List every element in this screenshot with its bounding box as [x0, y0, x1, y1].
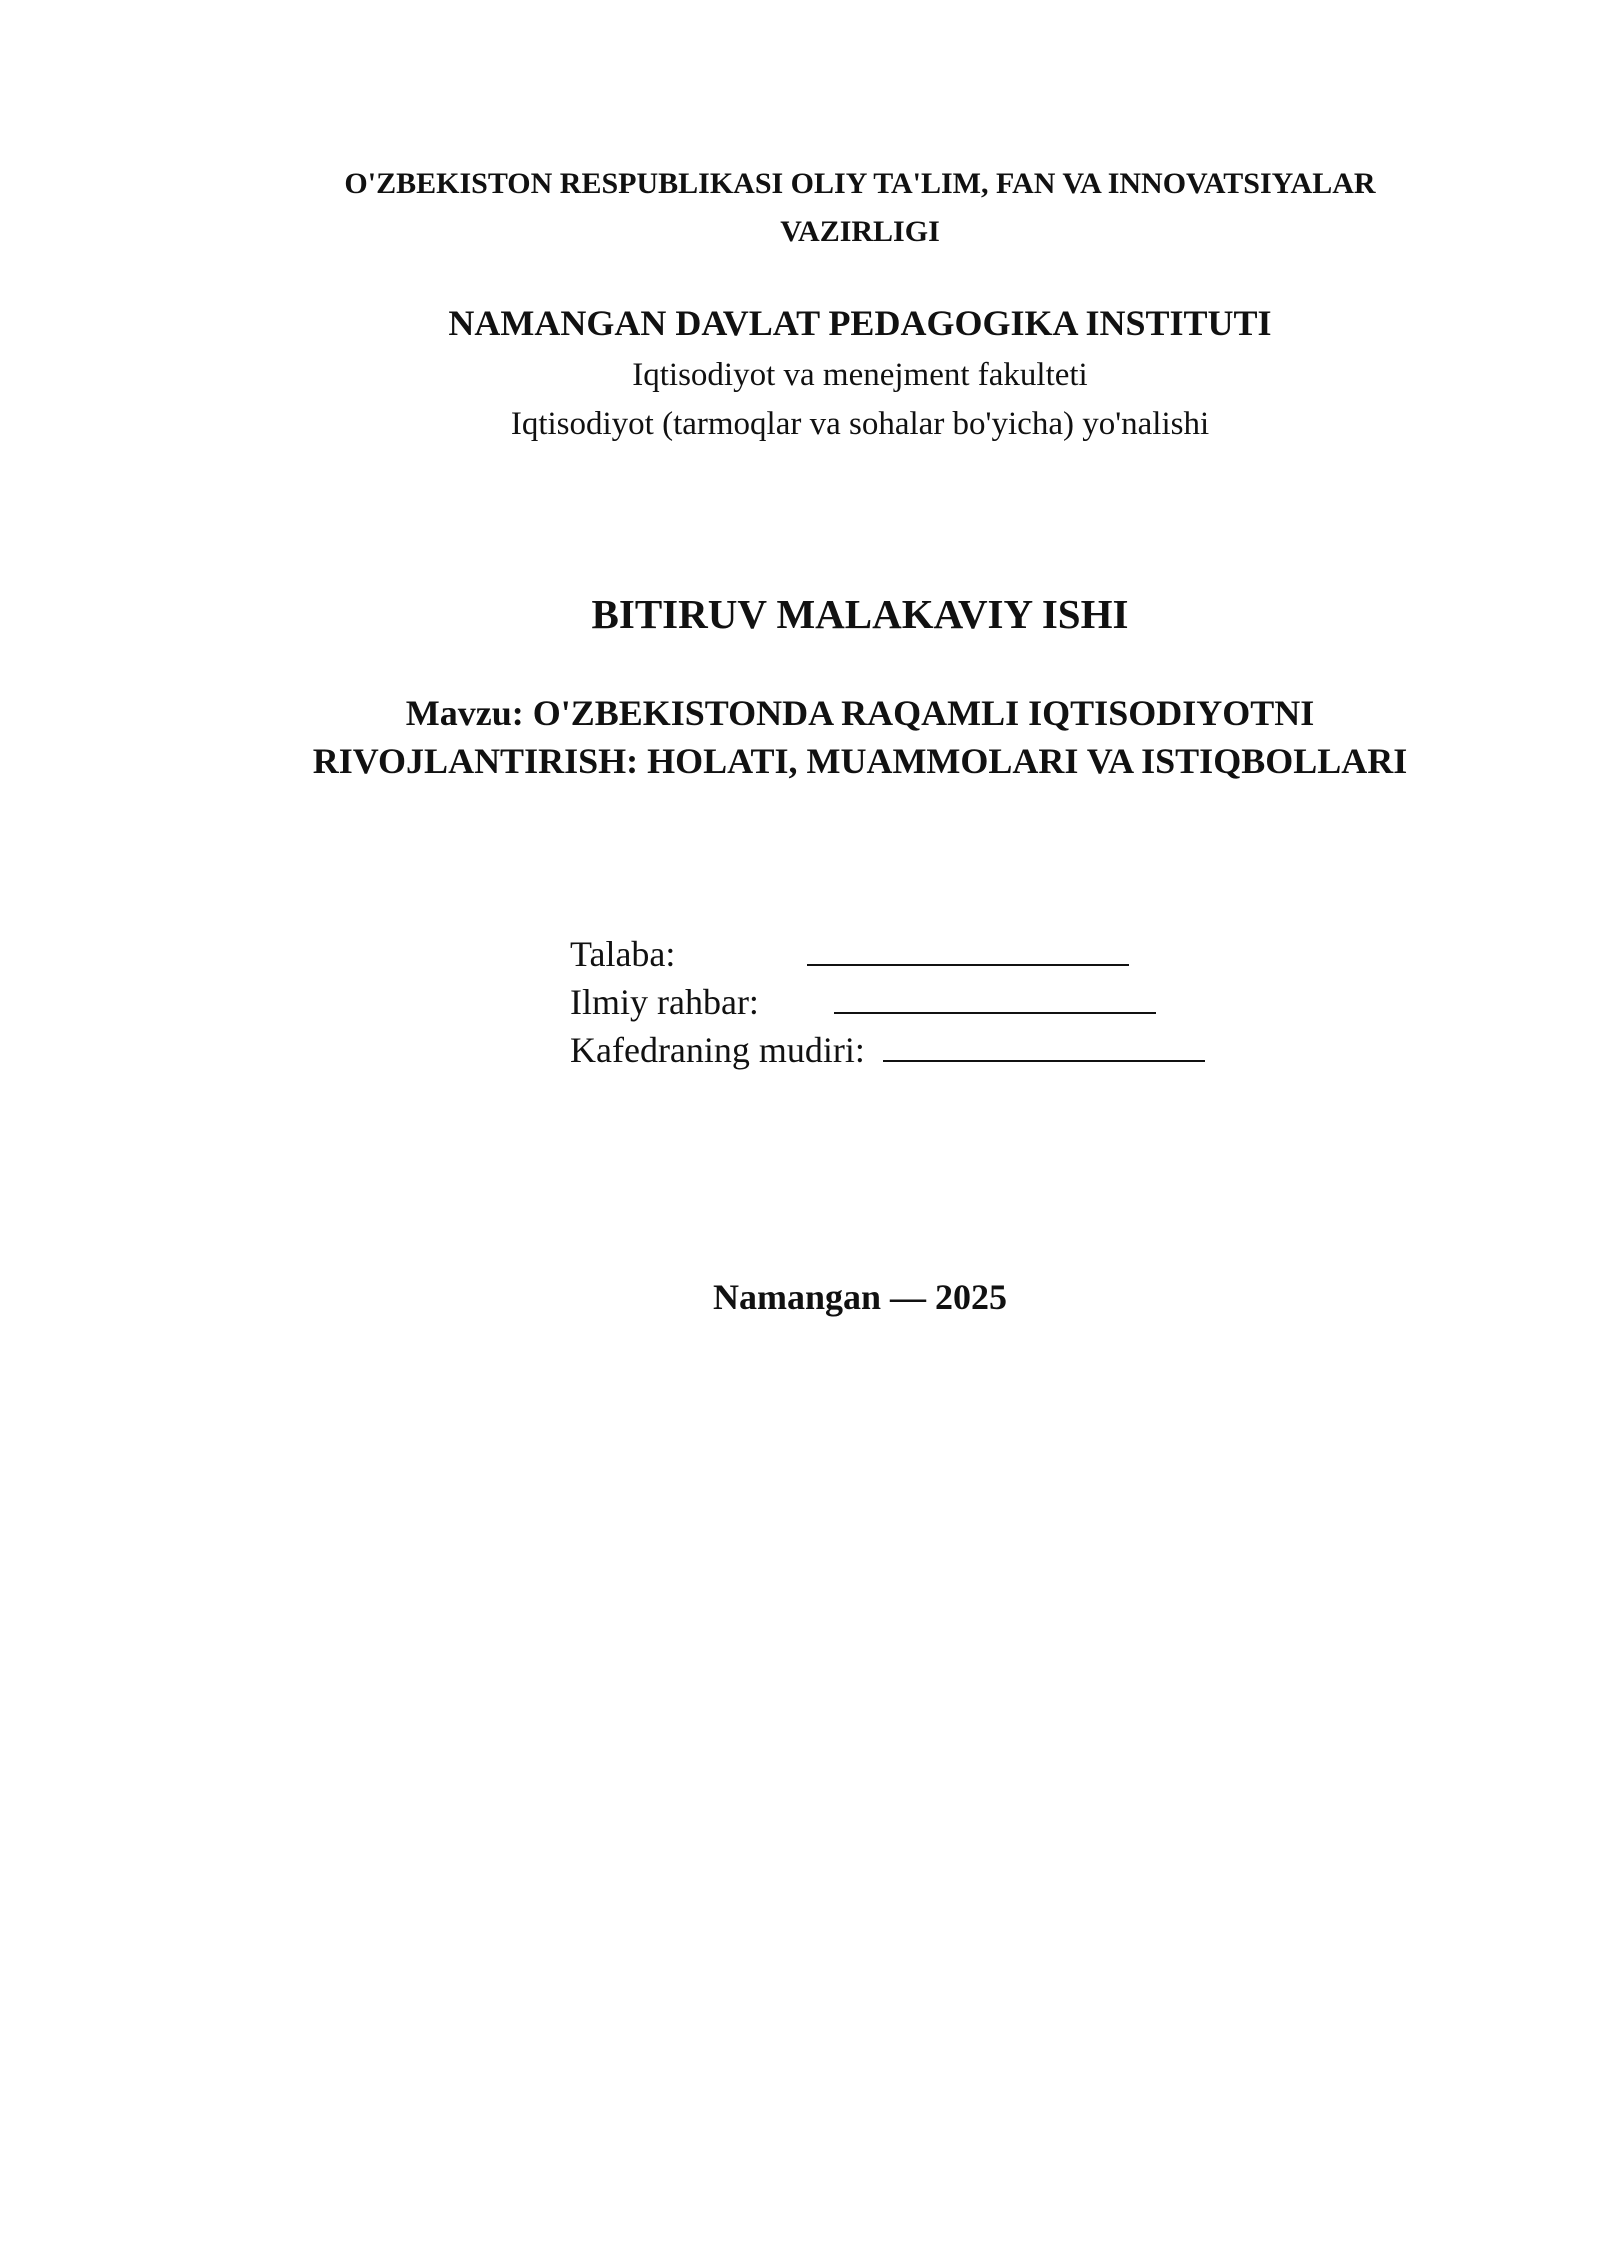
student-signature-line: [807, 930, 1129, 966]
head-row: [570, 1026, 1205, 1074]
institute-name: NAMANGAN DAVLAT PEDAGOGIKA INSTITUTI: [448, 303, 1272, 343]
city-year: Namangan — 2025: [712, 1277, 1008, 1317]
ministry-line-1: O'ZBEKISTON RESPUBLIKASI OLIY TA'LIM, FAN VA INNOVATSIYALAR: [344, 167, 1376, 200]
head-signature-line: [883, 1026, 1205, 1062]
work-type-title: BITIRUV MALAKAVIY ISHI: [591, 591, 1129, 637]
topic-heading: [60, 689, 1600, 785]
signature-block: [570, 930, 1205, 1074]
direction-name: Iqtisodiyot (tarmoqlar va sohalar bo'yicha) yo'nalishi: [510, 406, 1210, 442]
supervisor-label: Ilmiy rahbar:: [570, 982, 759, 1022]
student-row: [570, 930, 1205, 978]
supervisor-signature-line: [834, 978, 1156, 1014]
supervisor-row: [570, 978, 1205, 1026]
topic-line-2: RIVOJLANTIRISH: HOLATI, MUAMMOLARI VA ISTIQBOLLARI: [312, 741, 1408, 781]
topic-line-1: Mavzu: O'ZBEKISTONDA RAQAMLI IQTISODIYOTNI: [405, 693, 1315, 733]
ministry-line-2: VAZIRLIGI: [780, 215, 940, 248]
ministry-heading: [250, 160, 1470, 256]
faculty-name: Iqtisodiyot va menejment fakulteti: [632, 357, 1088, 393]
student-label: Talaba:: [570, 934, 676, 974]
head-label: Kafedraning mudiri:: [570, 1030, 865, 1070]
